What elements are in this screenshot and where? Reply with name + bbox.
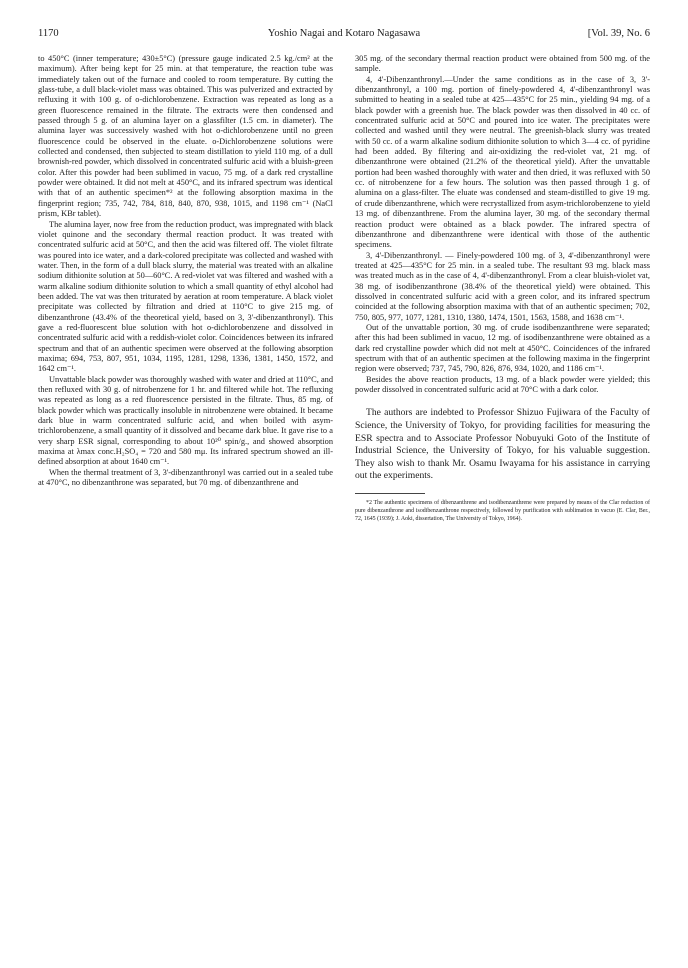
paragraph: The alumina layer, now free from the reduction product, was impregnated with black violet quinone and the secondary thermal reaction product. It was treated with concentrated sulfuric acid at 50°C, and then the acid was filtered off. The violet filtrate was poured into ice water, and a dark-colored precipitate was collected and washed with water. Then, in the form of a dull black slurry, the material was treated with an alkaline sodium dithionite solution at 50—60°C. A red-violet vat was filtered and washed with a warm alkaline sodium dithionite solution to which a small quantity of ethyl alcohol had been added. The vat was then triturated by aeration at room temperature. A black violet precipitate was collected by filtration and dried at 110°C to give 215 mg. of dibenzanthrone (43.4% of the theoretical yield, based on 3, 3'-dibenzanthronyl). This gave a red-fluorescent blue solution with hot o-dichlorobenzene and dissolved in concentrated sulfuric acid with a reddish-violet color. Coincidences between its infrared spectrum and that of an authentic specimen were observed at the following absorption maxima; 694, 753, 807, 951, 1034, 1195, 1281, 1298, 1336, 1381, 1450, 1572, and 1642 cm⁻¹. (38, 219, 333, 374)
paragraph: Besides the above reaction products, 13 mg. of a black powder were yielded; this powder dissolved in concentrated sulfuric acid at 70°C with a dark color. (355, 374, 650, 394)
page-header (38, 28, 650, 46)
acknowledgement: The authors are indebted to Professor Shizuo Fujiwara of the Faculty of Science, the University of Tokyo, for providing facilities for measuring the ESR spectra and to Associate Professor Nobuyuki Goto of the Institute of Industrial Science, the University of Tokyo, for his valuable suggestion. They also wish to thank Mr. Osamu Iwayama for his assistance in carrying out the experiments. (355, 407, 650, 482)
two-column-body (38, 54, 650, 523)
page-number: 1170 (38, 28, 59, 39)
running-head-authors: Yoshio Nagai and Kotaro Nagasawa (267, 28, 421, 39)
footnote-divider (355, 493, 425, 494)
footnote: *2 The authentic specimens of dibenzanthrene and isodibenzanthrene were prepared by means of the Clar reduction of pure dibenzanthrone and isodibenzanthrone respectively, followed by purification with sublimation in vacuo (E. Clar, Ber., 72, 1645 (1939); J. Aoki, dissertation, The University of Tokyo, 1964). (355, 499, 650, 523)
paragraph: to 450°C (inner temperature; 430±5°C) (pressure gauge indicated 2.5 kg./cm² at the maximum). After being kept for 25 min. at that temperature, the reaction tube was immediately taken out of the furnace and cooled to room temperature. By cutting the glass-tube, a dull black-violet mass was obtained. This was pulverized and extracted by refluxing it with 100 g. of o-dichlorobenzene. Extraction was repeated as long as a green fluorescence remained in the filtrate. The extracts were then condensed and passed through 5 g. of an alumina layer on a glassfilter (1.5 cm. in diameter). The alumina layer was successively washed with hot o-dichlorobenzene until no green fluorescence could be observed in the eluate. o-Dichlorobenzene solutions were collected and condensed, then subjected to steam distillation to yield 110 mg. of a dull brownish-red powder, which dissolved in concentrated sulfuric acid with a bluish-green color. After this powder had been sublimed in vacuo, 75 mg. of a dark red crystalline powder were obtained. It did not melt at 450°C, and its infrared spectrum was identical with that of an authentic specimen*² at the following absorption maxima in the fingerprint region; 735, 742, 784, 818, 840, 870, 938, 1015, and 1198 cm⁻¹ (NaCl prism, KBr tablet). (38, 54, 333, 219)
paragraph: 3, 4'-Dibenzanthronyl. — Finely-powdered 100 mg. of 3, 4'-dibenzanthronyl were treated at 425—435°C for 25 min. in a sealed tube. The resultant 93 mg. black mass was treated much as in the case of 4, 4'-dibenzanthronyl. From a clear bluish-violet vat, 38 mg. of isodibenzanthrone (38.4% of the theoretical yield) were obtained. This dissolved in concentrated sulfuric acid with a green color, and its infrared spectrum coincided at the following absorption maxima with that of an authentic specimen; 702, 750, 805, 977, 1077, 1281, 1310, 1380, 1474, 1501, 1563, 1588, and 1638 cm⁻¹. (355, 250, 650, 322)
paragraph: 4, 4'-Dibenzanthronyl.—Under the same conditions as in the case of 3, 3'-dibenzanthronyl, a 100 mg. portion of finely-powdered 4, 4'-dibenzanthronyl was submitted to heating in a sealed tube at 425—435°C for 25 min., yielding 94 mg. of a black powder with a greenish hue. The black powder was then dissolved in 40 cc. of concentrated sulfuric acid at 50°C and poured into ice water. The precipitates were collected and washed until they were neutral. The greenish-black slurry was treated with 50 cc. of a warm alkaline sodium dithionite solution to which 3—4 cc. of pyridine had been added. By filtering and air-oxidizing the red-violet vat, 21 mg. of dibenzanthrone were obtained (21.2% of the theoretical yield). After the unvattable portion had been washed thoroughly with water and then dried, it was refluxed with 50 cc. of nitrobenzene for a few hours. The solution was then passed through 1 g. of alumina on a glass-filter. The eluate was condensed and steam-distilled to give 19 mg. of crude dibenzanthrene, which were recrystallized from asym-trichlorobenzene to yield 13 mg. of dibenzanthrene. From the alumina layer, 30 mg. of the secondary thermal reaction product were obtained as a black powder. The infrared spectra of dibenzanthrone and dibenzanthrene were identical with those of the authentic specimens. (355, 74, 650, 250)
volume-issue: [Vol. 39, No. 6 (587, 28, 650, 39)
paragraph: Unvattable black powder was thoroughly washed with water and dried at 110°C, and then refluxed with 30 g. of nitrobenzene for 1 hr. and filtered while hot. The refluxing was repeated as long as a red fluorescence persisted in the filtrate. Thus, 85 mg. of black powder which was practically insoluble in nitrobenzene were obtained. It became dark blue in warm concentrated sulfuric acid, and when boiled with asym-trichlorobenzene, a small quantity of it dissolved and became dark blue. It gave rise to a very sharp ESR signal, corresponding to about 10²⁰ spin/g., and showed absorption maxima at λmax conc.H₂SO₄ = 720 and 580 mμ. Its infrared spectrum showed an ill-defined absorption at about 1640 cm⁻¹. (38, 374, 333, 467)
paragraph: When the thermal treatment of 3, 3'-dibenzanthronyl was carried out in a sealed tube at 470°C, no dibenzanthrone was separated, but 70 mg. of dibenzanthrene and (38, 467, 333, 488)
left-column (38, 54, 333, 523)
paragraph: 305 mg. of the secondary thermal reaction product were obtained from 500 mg. of the sample. (355, 54, 650, 74)
paragraph: Out of the unvattable portion, 30 mg. of crude isodibenzanthrene were separated; after this had been sublimed in vacuo, 12 mg. of isodibenzanthrene were obtained as a dark red crystalline powder which did not melt at 450°C. Coincidences of the infrared spectrum with that of an authentic specimen at the following maxima in the fingerprint region were observed; 737, 745, 790, 826, 876, 934, 1020, and 1186 cm⁻¹. (355, 322, 650, 374)
right-column (355, 54, 650, 523)
